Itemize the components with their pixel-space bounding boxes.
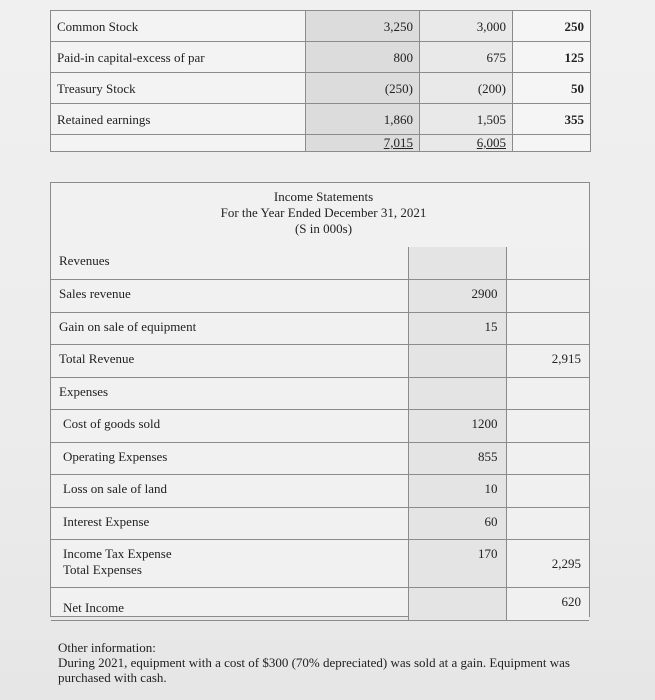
total-expenses-cell — [506, 540, 589, 588]
table-row — [51, 540, 589, 588]
total-2020-value: 6,005 — [476, 135, 506, 150]
table-row — [51, 377, 589, 410]
row-label — [51, 540, 408, 588]
tax-label: Income Tax Expense — [63, 546, 172, 561]
detail-value — [408, 588, 506, 621]
value-change: 355 — [513, 104, 591, 135]
other-heading: Other information: — [58, 640, 156, 655]
detail-value: 60 — [408, 507, 506, 540]
total-value — [506, 377, 589, 410]
table-row — [51, 345, 589, 378]
table-row — [51, 11, 591, 42]
income-statement-period: For the Year Ended December 31, 2021 — [220, 205, 427, 220]
net-income-value: 620 — [506, 588, 589, 621]
detail-value — [408, 247, 506, 280]
detail-value — [408, 345, 506, 378]
table-row — [51, 410, 589, 443]
row-label: Treasury Stock — [51, 73, 306, 104]
row-label: Loss on sale of land — [51, 475, 408, 508]
value-change: 125 — [513, 42, 591, 73]
row-label: Paid-in capital-excess of par — [51, 42, 306, 73]
income-statement-header — [51, 189, 596, 237]
table-row — [51, 104, 591, 135]
total-value: 2,915 — [506, 345, 589, 378]
value-change: 250 — [513, 11, 591, 42]
table-row — [51, 280, 589, 313]
row-label: Total Revenue — [51, 345, 408, 378]
table-row — [51, 312, 589, 345]
row-label: Cost of goods sold — [51, 410, 408, 443]
total-2020 — [420, 135, 513, 152]
total-value — [506, 410, 589, 443]
value-change: 50 — [513, 73, 591, 104]
detail-value: 15 — [408, 312, 506, 345]
row-label: Revenues — [51, 247, 408, 280]
table-row — [51, 73, 591, 104]
detail-value: 2900 — [408, 280, 506, 313]
row-label: Gain on sale of equipment — [51, 312, 408, 345]
income-statement — [50, 182, 590, 617]
value-2021: 1,860 — [306, 104, 420, 135]
income-table — [51, 247, 589, 621]
row-label: Common Stock — [51, 11, 306, 42]
row-label: Interest Expense — [51, 507, 408, 540]
detail-value: 1200 — [408, 410, 506, 443]
totals-label — [51, 135, 306, 152]
value-2020: 3,000 — [420, 11, 513, 42]
value-2021: 3,250 — [306, 11, 420, 42]
row-label: Operating Expenses — [51, 442, 408, 475]
detail-value: 855 — [408, 442, 506, 475]
table-row — [51, 247, 589, 280]
totals-row — [51, 135, 591, 152]
total-value — [506, 247, 589, 280]
total-value — [506, 312, 589, 345]
value-2021: (250) — [306, 73, 420, 104]
other-text: During 2021, equipment with a cost of $300 (70% depreciated) was sold at a gain. Equipment was purchased with cash. — [58, 655, 570, 685]
table-row — [51, 507, 589, 540]
total-2021 — [306, 135, 420, 152]
total-value — [506, 507, 589, 540]
total-value — [506, 475, 589, 508]
table-row — [51, 42, 591, 73]
total-change — [513, 135, 591, 152]
table-row — [51, 442, 589, 475]
value-2020: 675 — [420, 42, 513, 73]
row-label: Retained earnings — [51, 104, 306, 135]
tax-value: 170 — [408, 540, 506, 588]
table-row — [51, 588, 589, 621]
total-2021-value: 7,015 — [383, 135, 413, 150]
value-2021: 800 — [306, 42, 420, 73]
total-value — [506, 280, 589, 313]
table-row — [51, 475, 589, 508]
other-information — [58, 640, 618, 685]
total-value — [506, 442, 589, 475]
income-statement-title: Income Statements — [273, 189, 374, 204]
value-2020: 1,505 — [420, 104, 513, 135]
detail-value: 10 — [408, 475, 506, 508]
row-label: Expenses — [51, 377, 408, 410]
row-label: Sales revenue — [51, 280, 408, 313]
value-2020: (200) — [420, 73, 513, 104]
net-income-label: Net Income — [51, 588, 408, 621]
total-expenses-label: Total Expenses — [63, 562, 142, 577]
balance-table — [50, 10, 591, 152]
total-expenses-value: 2,295 — [551, 556, 581, 571]
income-statement-units: (S in 000s) — [294, 221, 353, 236]
detail-value — [408, 377, 506, 410]
